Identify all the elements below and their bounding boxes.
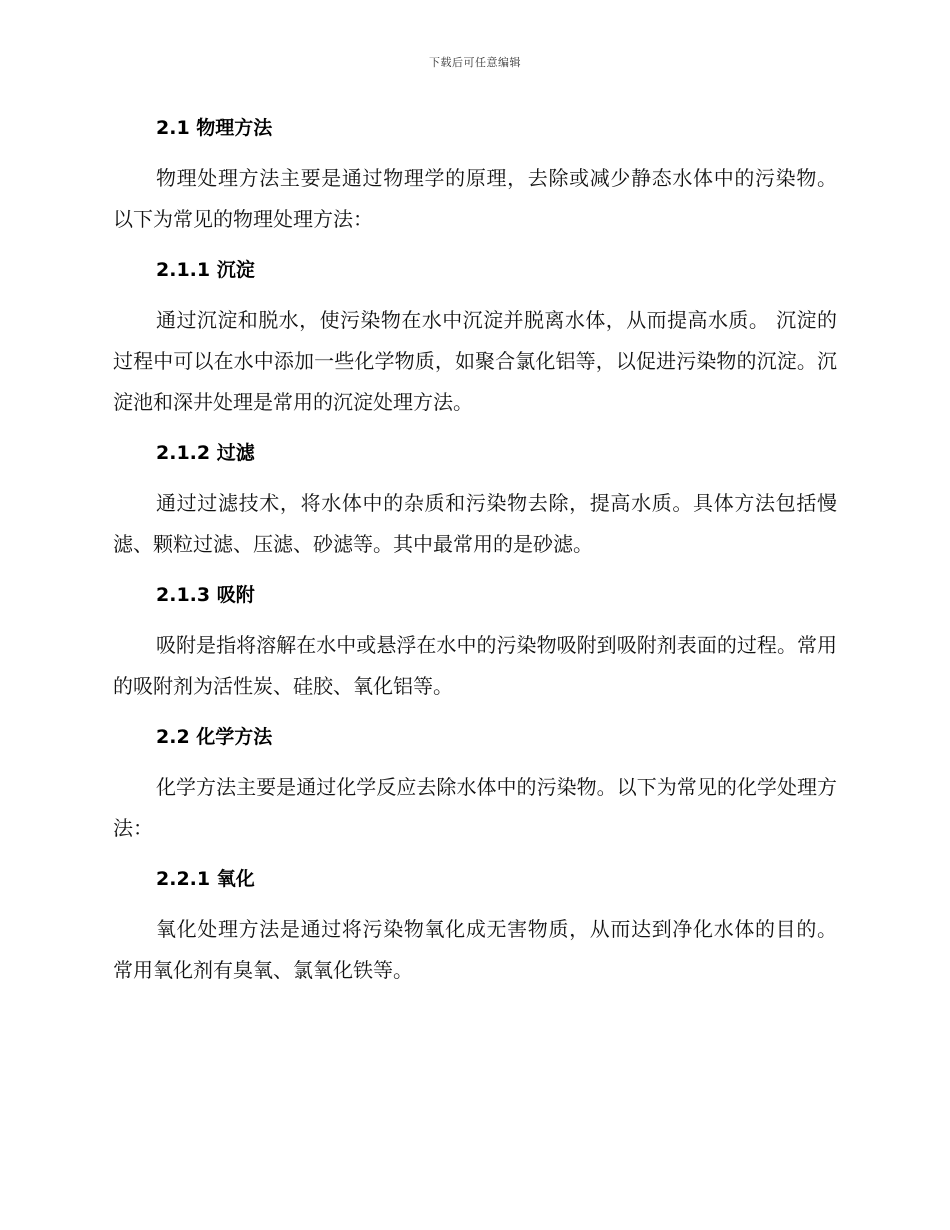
document-body bbox=[113, 108, 837, 1001]
paragraph-chemical-methods: 化学方法主要是通过化学反应去除水体中的污染物。以下为常见的化学处理方法： bbox=[113, 775, 837, 840]
section-heading-2-1-2: 2.1.2 过滤 bbox=[156, 442, 255, 464]
paragraph-filtration: 通过过滤技术，将水体中的杂质和污染物去除，提高水质。具体方法包括慢滤、颗粒过滤、压滤、砂滤等。其中最常用的是砂滤。 bbox=[113, 491, 837, 556]
paragraph-sedimentation: 通过沉淀和脱水，使污染物在水中沉淀并脱离水体，从而提高水质。 沉淀的过程中可以在水中添加一些化学物质，如聚合氯化铝等，以促进污染物的沉淀。沉淀池和深井处理是常用的沉淀处理方法。 bbox=[113, 308, 837, 414]
paragraph-adsorption: 吸附是指将溶解在水中或悬浮在水中的污染物吸附到吸附剂表面的过程。常用的吸附剂为活性炭、硅胶、氧化铝等。 bbox=[113, 633, 837, 698]
section-heading-2-1-3: 2.1.3 吸附 bbox=[156, 584, 255, 606]
header-note: 下载后可任意编辑 bbox=[429, 56, 521, 69]
section-heading-2-2-1: 2.2.1 氧化 bbox=[156, 868, 255, 890]
paragraph-physical-methods: 物理处理方法主要是通过物理学的原理，去除或减少静态水体中的污染物。 以下为常见的物理处理方法： bbox=[113, 166, 837, 231]
section-heading-2-1-1: 2.1.1 沉淀 bbox=[156, 259, 255, 281]
section-heading-2-1: 2.1 物理方法 bbox=[156, 117, 273, 139]
paragraph-oxidation: 氧化处理方法是通过将污染物氧化成无害物质，从而达到净化水体的目的。 常用氧化剂有臭氧、氯氧化铁等。 bbox=[113, 917, 837, 982]
section-heading-2-2: 2.2 化学方法 bbox=[156, 726, 273, 748]
